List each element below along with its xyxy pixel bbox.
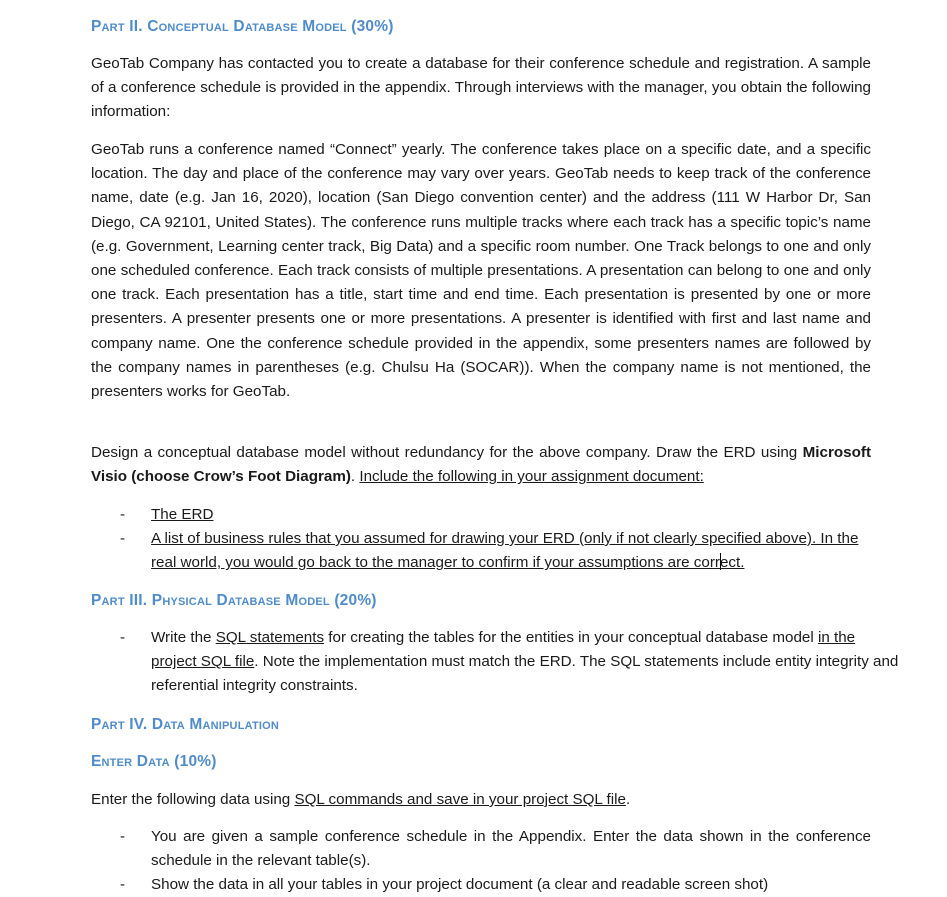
- part2-description-paragraph: GeoTab runs a conference named “Connect” yearly. The conference takes place on a specific date, and a specific location. The day and place of the conference may vary over years. GeoTab needs to keep track of the conference name, date (e.g. Jan 16, 2020), location (San Diego convention center) and the address (111 W Harbor Dr, San Diego, CA 92101, United States). The conference runs multiple tracks where each track has a specific topic’s name (e.g. Government, Learning center track, Big Data) and a specific room number. One Track belongs to one and only one scheduled conference. Each track consists of multiple presentations. A presentation can belong to one and only one track. Each presentation has a title, start time and end time. Each presentation is presented by one or more presenters. A presenter presents one or more presentations. A presenter is identified with first and last name and company name. One the conference schedule provided in the appendix, some presenters names are followed by the company names in parentheses (e.g. Chulsu Ha (SOCAR)). When the company name is not mentioned, the presenters works for GeoTab.: [91, 141, 871, 401]
- part2-bullet-erd: [91, 503, 871, 527]
- part2-bullet-business-rules: [91, 527, 871, 575]
- bullet-dash: -: [120, 629, 126, 646]
- design-text-1: Design a conceptual database model without redundancy for the above company. Draw the ERD using: [91, 444, 803, 461]
- design-text-2: .: [350, 468, 360, 486]
- part3-bullet-sql: [91, 626, 901, 699]
- bullet-text: Write the SQL statements for creating the tables for the entities in your conceptual database model in the project SQL file. Note the implementation must match the ERD. The SQL statements include entity integrity and referential integrity constraints.: [151, 629, 899, 695]
- bullet-dash: -: [120, 828, 126, 845]
- part3-heading: Part III. Physical Database Model (20%): [91, 592, 377, 609]
- enter-data-subheading: Enter Data (10%): [91, 753, 217, 770]
- bullet-text: Show the data in all your tables in your project document (a clear and readable screen shot): [151, 876, 769, 893]
- enter-data-underline: SQL commands and save in your project SQL file: [294, 791, 626, 808]
- part4-bullet-sample-schedule: [91, 825, 871, 873]
- part2-intro-paragraph: GeoTab Company has contacted you to create a database for their conference schedule and registration. A sample of a conference schedule is provided in the appendix. Through interviews with the manager, you obtain the following information:: [91, 55, 871, 121]
- design-underline-text: Include the following in your assignment document:: [359, 468, 704, 486]
- enter-data-paragraph: Enter the following data using SQL commands and save in your project SQL file.: [91, 791, 631, 808]
- bullet-text: The ERD: [151, 506, 214, 523]
- part4-bullet-show-data: [91, 873, 911, 897]
- bullet-dash: -: [120, 530, 126, 547]
- part4-heading: Part IV. Data Manipulation: [91, 716, 280, 733]
- bullet-text: You are given a sample conference schedule in the Appendix. Enter the data shown in the conference schedule in the relevant table(s).: [151, 828, 871, 870]
- design-bold-text: Microsoft Visio (choose Crow’s Foot Diagram): [91, 444, 871, 486]
- part2-heading: Part II. Conceptual Database Model (30%): [91, 18, 394, 35]
- part2-design-paragraph: [91, 441, 871, 489]
- bullet-dash: -: [120, 506, 126, 523]
- bullet-dash: -: [120, 876, 126, 893]
- bullet-text: A list of business rules that you assumed for drawing your ERD (only if not clearly specified above). In the real world, you would go back to the manager to confirm if your assumptions are correct.: [151, 530, 859, 572]
